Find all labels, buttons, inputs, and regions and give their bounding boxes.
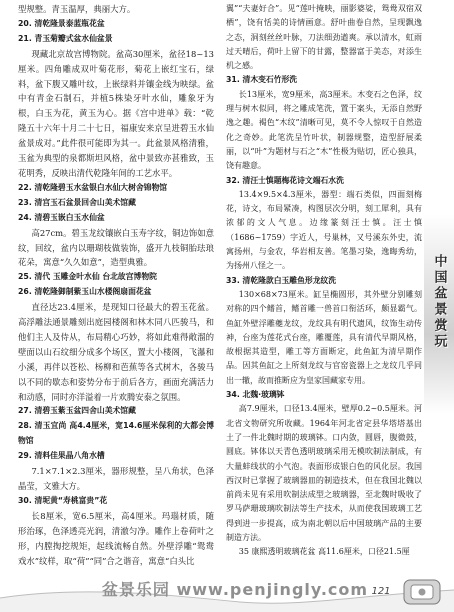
side-title: 中国盆景赏玩: [431, 254, 447, 350]
left-entry-title: 24. 清碧玉嵌白玉水仙盆: [18, 212, 105, 222]
page-number: 121: [371, 586, 391, 597]
left-entry-title: 21. 青玉菊瓣式盆水仙盆景: [18, 33, 113, 43]
left-entry-title: 22. 清乾隆碧玉水盆银白水仙大树舍锦物馆: [18, 182, 168, 192]
left-entry-text: 长8厘米，宽6.5厘米，高4厘米。玛瑙材质，随形治琢，色泽透亮光润，清澈匀净。雕作上卷荷叶之形，内膛掏挖规矩，起线流畅自然。外壁浮雕“鸳鸯戏水”纹样，取“荷”“同”合之谐音，寓意“白头比: [18, 510, 214, 566]
right-entry-title: 32. 清汪士慎题梅花诗文端石水洗: [226, 175, 344, 185]
right-entry-text: 高7.9厘米，口径13.4厘米，壁厚0.2~0.5厘米。河北省文物研究所收藏。1964年河北省定县华塔塔基出土了一件北魏时期的玻璃钵。口内敛，圆唇，腹微鼓，圆底。钵体以天青色透明玻璃采用无模吹制法制成，有大量蚌线状的小气泡。表面形成银白色的风化层。我国西汉时已掌握了玻璃器皿的制造技术，但在我国北魏以前尚未见有采用吹制法成型之玻璃器，至北魏时吸收了罗马萨珊玻璃吹制法等生产技术，从而使我国玻璃工艺得到进一步提高，成为南北朝以后中国玻璃产品的主要制造方法。: [226, 404, 422, 542]
site-watermark: 盆景乐园 www.penjingly.com: [101, 580, 369, 599]
left-entry-title: 20. 清乾隆景泰蓝瓶花盆: [18, 18, 105, 28]
left-entry-text: 直径达23.4厘米，是现知口径最大的碧玉花盆。高浮雕法通景雕刻出庭园楼阁和林木同八匹骏马，和他们主人及侍从，布局精心巧妙，将如此难得敞溜的壁面以山石纹细分成多个场区，置大小楼阁，飞瀑和小溪，再伴以苍松、杨柳和芭蕉等各式树木，各骏马以不同的歇态和姿势分布于前后各方，画面充满活力和动感，同时亦洋溢着一片欢腾安泰之氛围。: [18, 302, 214, 402]
left-entry-title: 26. 清乾隆御制紫玉山水楼阁扇面花盆: [18, 287, 152, 297]
left-entry-text: 7.1×7.1×2.3厘米，器形规整，呈八角状，色泽晶莹，文雅大方。: [18, 466, 214, 491]
right-entry-title: 34. 北魏·玻璃钵: [226, 390, 285, 400]
side-title-strip: [424, 214, 454, 414]
left-entry-title: 23. 清宫玉石盆景回舍山美术馆藏: [18, 197, 136, 207]
left-entry-text: 型规整。青玉温厚，典丽大方。: [18, 4, 136, 14]
left-entry-text: 高27cm。碧玉龙纹镶嵌白玉寿字纹，铜边饰如意纹，回纹，盆内以珊瑚枝做装饰，盛开九枝铜胎珐琅花朵，寓意“久久如意”，造型典雅。: [18, 227, 214, 268]
footer-ornament-icon: [400, 574, 444, 608]
right-entry-text: 35 康熙透明玻璃花盆 高11.6厘米，口径21.5厘: [238, 547, 410, 557]
left-entry-text: 现藏北京故宫博物院。盆高30厘米，盆径18~13厘米。四角雕成双叶菊花形，菊花上嵌红宝石，绿料，盆下腹又雕叶纹，上嵌绿料并镶金线为映绿。盆中有青金石制石，并植5株染牙叶水仙，雕象牙为根，白玉为花，黄玉为心。据《宫中进单》载：“乾隆五十六年十月二十七日，福康安来京呈进碧玉水仙盆景成对。”此件很可能即为其一。此盆景风格清雅，玉盆为典型的泉都斯坦风格，盆中景致亦甚雅致，玉花明秀，反映出清代乾隆年间的工艺水平。: [18, 48, 214, 178]
left-entry-title: 27. 清碧玉紫玉盆四舍山美术馆藏: [18, 406, 136, 416]
right-text-column: [226, 2, 422, 560]
right-entry-title: 33. 清乾隆款白玉雕鱼形龙纹洗: [226, 275, 337, 285]
right-entry-title: 31. 清木变石竹形洗: [226, 75, 298, 85]
left-text-column: [18, 2, 214, 568]
right-entry-text: 130×68×73厘米。缸呈椭圆形，其外壁分别雕刻对称的四个鳍首，鳍首雕一兽首口衔活环，颇显霸气。鱼缸外壁浮雕夔龙纹，龙纹具有明代遗风，纹饰生动传神，台座为莲花式台座，雕覆莲，具有清代早期风格，故根据其造型，雕工等方面断定，此鱼缸为清早期作品。因其鱼缸之上所刻龙纹与官窑瓷器上之龙纹几乎同出一辙，故而推断应为皇家国藏家专用。: [226, 289, 422, 385]
right-entry-text: 翼”“夫妻好合”。见“莲叶掩映，丽影婆娑，鸳鸯双宿双栖”，饶有恬美的诗情画意。舒叶曲卷自然，呈现飘逸之态，洞刻丝丝叶脉，刀法细劲遒爽。承以清水，虹雨过天晴后，荷叶上留下的甘露，整器富于美态，对添生机之感。: [226, 4, 422, 71]
left-entry-title: 30. 清坭黄“寿桃富贵”花: [18, 495, 108, 505]
left-entry-title: 25. 清代 玉雕金叶水仙 台北故宫博物院: [18, 272, 157, 282]
right-entry-text: 13.4×9.5×4.3厘米，器型：端石类似，四面刻梅花，诗文，布局紧凑，构图层次分明，刻工犀利，具有浓郁的文人气息。边缘篆刻汪士慎。汪士慎（1686~1759）字近人，号巢林，又号溪东外史，流寓扬州，与金农，华岩相友善。笔墨习染，逸晦秀幼，为扬州八怪之一。: [226, 189, 422, 271]
left-entry-title: 29. 清料佳果晶八角水槽: [18, 451, 105, 461]
left-entry-title: 28. 清玉宜尚 高4.4厘米，宽14.6厘米保利的大都会博物馆: [18, 421, 214, 446]
right-entry-text: 长13厘米，宽9厘米，高3厘米。木变石之色泽，纹理与树木似同，将之雕成笔洗，置于案头，无添自然野逸之趣。褐色“木纹”清晰可见，莫不令人惊叹于自然造化之奇妙。此笔洗呈竹叶状，制器规整，造型舒展柔丽，以“叶”为题材与石之“木”性极为贴切，匠心独具，饶有趣意。: [226, 89, 422, 171]
